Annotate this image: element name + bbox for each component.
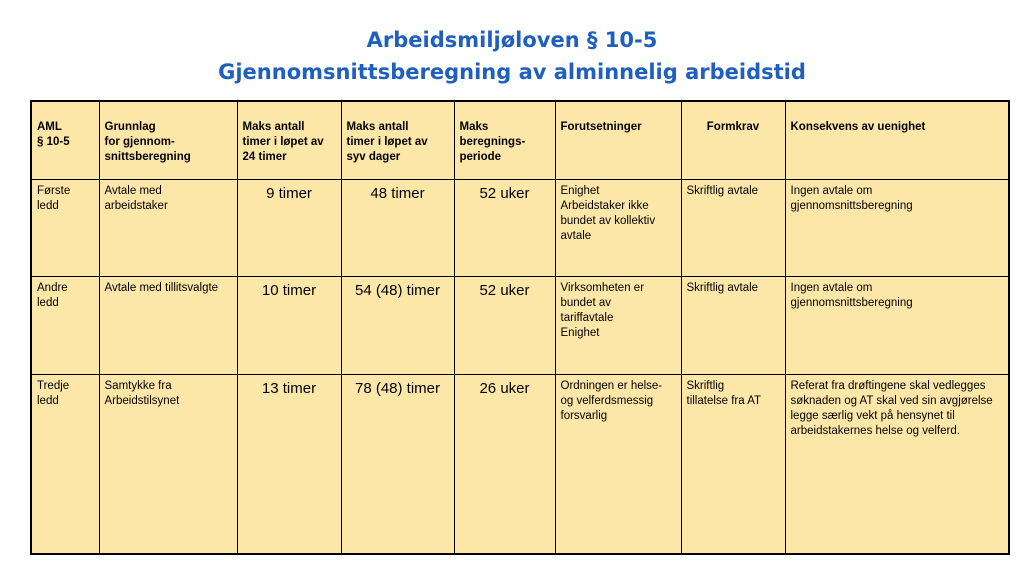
cell-ledd: Tredje ledd bbox=[31, 374, 99, 554]
cell-formkrav: Skriftlig avtale bbox=[681, 179, 785, 276]
header-maks-24: Maks antall timer i løpet av 24 timer bbox=[237, 101, 341, 179]
table-row bbox=[31, 179, 1009, 276]
page-title: Arbeidsmiljøloven § 10-5 bbox=[366, 28, 658, 52]
table-row bbox=[31, 276, 1009, 374]
cell-periode: 52 uker bbox=[454, 179, 555, 276]
cell-maks-7: 54 (48) timer bbox=[341, 276, 454, 374]
cell-grunnlag: Avtale med tillitsvalgte bbox=[99, 276, 237, 374]
cell-ledd: Første ledd bbox=[31, 179, 99, 276]
cell-maks-7: 78 (48) timer bbox=[341, 374, 454, 554]
cell-maks-24: 10 timer bbox=[237, 276, 341, 374]
cell-forutsetninger: Ordningen er helse- og velferdsmessig forsvarlig bbox=[555, 374, 681, 554]
header-aml: AML § 10-5 bbox=[31, 101, 99, 179]
header-forutsetninger: Forutsetninger bbox=[555, 101, 681, 179]
cell-konsekvens: Ingen avtale om gjennomsnittsberegning bbox=[785, 276, 1009, 374]
cell-grunnlag: Samtykke fra Arbeidstilsynet bbox=[99, 374, 237, 554]
cell-maks-24: 13 timer bbox=[237, 374, 341, 554]
cell-ledd: Andre ledd bbox=[31, 276, 99, 374]
working-hours-table bbox=[30, 100, 1010, 555]
header-maks-7: Maks antall timer i løpet av syv dager bbox=[341, 101, 454, 179]
cell-konsekvens: Ingen avtale om gjennomsnittsberegning bbox=[785, 179, 1009, 276]
table-row bbox=[31, 374, 1009, 554]
cell-forutsetninger: Virksomheten er bundet av tariffavtale Enighet bbox=[555, 276, 681, 374]
header-grunnlag: Grunnlag for gjennom- snittsberegning bbox=[99, 101, 237, 179]
cell-maks-24: 9 timer bbox=[237, 179, 341, 276]
page-subtitle: Gjennomsnittsberegning av alminnelig arbeidstid bbox=[218, 60, 806, 84]
cell-forutsetninger: Enighet Arbeidstaker ikke bundet av kollektiv avtale bbox=[555, 179, 681, 276]
header-konsekvens: Konsekvens av uenighet bbox=[785, 101, 1009, 179]
header-formkrav: Formkrav bbox=[681, 101, 785, 179]
cell-grunnlag: Avtale med arbeidstaker bbox=[99, 179, 237, 276]
cell-maks-7: 48 timer bbox=[341, 179, 454, 276]
cell-periode: 52 uker bbox=[454, 276, 555, 374]
cell-formkrav: Skriftlig avtale bbox=[681, 276, 785, 374]
cell-formkrav: Skriftlig tillatelse fra AT bbox=[681, 374, 785, 554]
table-header-row bbox=[31, 101, 1009, 179]
cell-konsekvens: Referat fra drøftingene skal vedlegges søknaden og AT skal ved sin avgjørelse legge særlig vekt på hensynet til arbeidstakernes helse og velferd. bbox=[785, 374, 1009, 554]
header-periode: Maks beregnings- periode bbox=[454, 101, 555, 179]
cell-periode: 26 uker bbox=[454, 374, 555, 554]
